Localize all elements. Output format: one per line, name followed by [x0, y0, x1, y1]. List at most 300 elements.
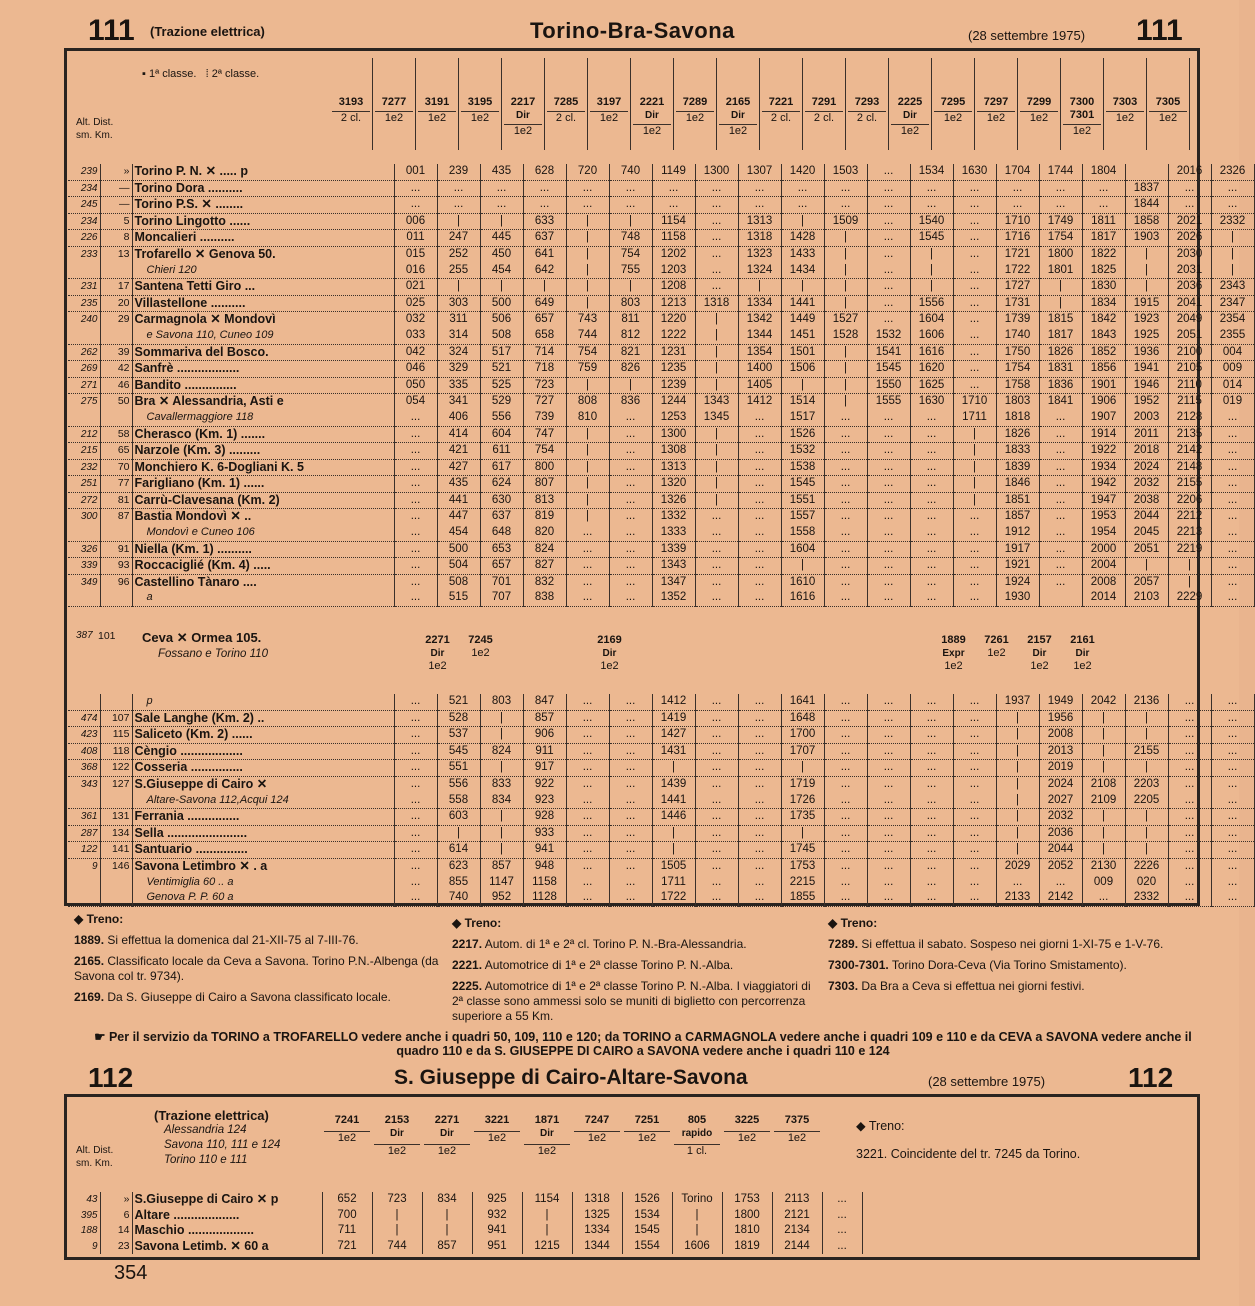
time-cell: ... — [566, 710, 609, 727]
time-cell: | — [910, 279, 953, 296]
train-header — [722, 1108, 772, 1145]
time-cell: ... — [953, 328, 996, 344]
time-cell: | — [824, 344, 867, 361]
note-key: 2225. — [452, 979, 483, 993]
time-cell: 528 — [437, 710, 480, 727]
distance: 8 — [100, 230, 132, 247]
time-cell: 2051 — [1125, 541, 1168, 558]
time-cell: ... — [910, 410, 953, 426]
time-cell: ... — [566, 525, 609, 541]
time-cell: 1924 — [996, 574, 1039, 590]
time-cell: 1318 — [695, 295, 738, 312]
table-row — [68, 361, 1254, 378]
time-cell: 611 — [480, 443, 523, 460]
time-cell: 1343 — [652, 558, 695, 575]
time-cell: 341 — [437, 394, 480, 410]
time-cell: 1300 — [652, 426, 695, 443]
train-header — [975, 58, 1018, 150]
time-cell: ... — [394, 875, 437, 891]
time-cell: ... — [953, 541, 996, 558]
time-cell: 807 — [523, 476, 566, 493]
table-row — [68, 858, 1254, 874]
time-cell: 1526 — [622, 1192, 672, 1208]
time-cell: ... — [695, 541, 738, 558]
time-cell: | — [953, 443, 996, 460]
time-cell: | — [566, 426, 609, 443]
time-cell: ... — [910, 875, 953, 891]
time-cell: 1215 — [522, 1239, 572, 1255]
time-cell: | — [480, 279, 523, 296]
table-row — [68, 377, 1254, 394]
altitude — [68, 328, 100, 344]
time-cell: ... — [824, 875, 867, 891]
note-text: Automotrice di 1ª e 2ª classe Torino P. N.-Alba. I viaggiatori di 2ª classe sono ammessi solo se muniti di biglietto con percorrenza superiore a 55 Km. — [452, 979, 811, 1023]
time-cell: ... — [1211, 459, 1254, 476]
time-cell: ... — [695, 180, 738, 197]
time-cell: | — [372, 1223, 422, 1239]
time-cell: ... — [867, 842, 910, 859]
time-cell: 1345 — [695, 410, 738, 426]
time-cell: ... — [910, 793, 953, 809]
time-cell: ... — [1039, 525, 1082, 541]
time-cell: ... — [1211, 890, 1254, 906]
time-cell: ... — [910, 890, 953, 906]
time-cell: 450 — [480, 246, 523, 262]
timetable-112 — [68, 1192, 863, 1254]
time-cell: ... — [953, 213, 996, 230]
distance: 127 — [100, 776, 132, 792]
time-cell: 820 — [523, 525, 566, 541]
time-cell: ... — [1211, 492, 1254, 509]
time-cell: ... — [1168, 842, 1211, 859]
time-cell: ... — [738, 476, 781, 493]
time-cell: ... — [480, 180, 523, 197]
date: (28 settembre 1975) — [968, 28, 1086, 43]
note-text: Classificato locale da Ceva a Savona. Torino P.N.-Albenga (da Savona col tr. 9734). — [74, 954, 439, 983]
altitude: 232 — [68, 459, 100, 476]
time-cell: | — [609, 279, 652, 296]
time-cell: 311 — [437, 312, 480, 328]
time-cell: 614 — [437, 842, 480, 859]
time-cell: 506 — [480, 312, 523, 328]
time-cell: ... — [566, 558, 609, 575]
train-number: 2217 — [510, 96, 536, 108]
time-cell: 1922 — [1082, 443, 1125, 460]
time-cell: 2052 — [1039, 858, 1082, 874]
distance — [100, 590, 132, 606]
time-cell: ... — [953, 525, 996, 541]
time-cell: ... — [953, 875, 996, 891]
time-cell: 911 — [523, 743, 566, 760]
station-name: Bastia Mondovì ✕ .. — [132, 509, 394, 525]
time-cell: 2011 — [1125, 426, 1168, 443]
time-cell: ... — [609, 743, 652, 760]
time-cell: | — [480, 727, 523, 744]
time-cell: 1700 — [781, 727, 824, 744]
time-cell: 1855 — [781, 890, 824, 906]
time-cell: ... — [738, 809, 781, 826]
time-cell: 720 — [566, 164, 609, 180]
time-cell: 1527 — [824, 312, 867, 328]
time-cell: ... — [1168, 793, 1211, 809]
time-cell: | — [1211, 230, 1254, 247]
time-cell: ... — [953, 776, 996, 792]
time-cell: 836 — [609, 394, 652, 410]
time-cell: ... — [824, 426, 867, 443]
train-number: 2271 — [425, 634, 450, 646]
time-cell: | — [996, 793, 1039, 809]
altitude — [68, 263, 100, 279]
station-name: Narzole (Km. 3) ......... — [132, 443, 394, 460]
time-cell: ... — [1211, 180, 1254, 197]
time-cell: | — [695, 426, 738, 443]
altitude: 9 — [68, 858, 100, 874]
time-cell: 1843 — [1082, 328, 1125, 344]
train-category: Dir — [602, 648, 617, 659]
time-cell: 743 — [566, 312, 609, 328]
time-cell: ... — [566, 694, 609, 710]
time-cell: 1942 — [1082, 476, 1125, 493]
altitude: 343 — [68, 776, 100, 792]
table-row — [68, 443, 1254, 460]
time-cell: 324 — [437, 344, 480, 361]
time-cell: 1503 — [824, 164, 867, 180]
time-cell: 1158 — [523, 875, 566, 891]
station-name: Castellino Tànaro .... — [132, 574, 394, 590]
time-cell: 834 — [480, 793, 523, 809]
time-cell: | — [566, 230, 609, 247]
time-cell: 759 — [566, 361, 609, 378]
table-row — [68, 825, 1254, 842]
note-text: Automotrice di 1ª e 2ª classe Torino P. N.-Alba. — [482, 958, 734, 972]
table-row — [68, 1223, 862, 1239]
time-cell: 1308 — [652, 443, 695, 460]
time-cell: ... — [867, 492, 910, 509]
distance: 118 — [100, 743, 132, 760]
distance: 146 — [100, 858, 132, 874]
note-item — [828, 916, 1194, 931]
altitude: 269 — [68, 361, 100, 378]
time-cell: ... — [867, 825, 910, 842]
time-cell: ... — [1168, 858, 1211, 874]
table-row — [68, 492, 1254, 509]
time-cell: 1300 — [695, 164, 738, 180]
time-cell: ... — [1168, 743, 1211, 760]
time-cell: ... — [1211, 793, 1254, 809]
time-cell: 641 — [523, 246, 566, 262]
time-cell: 521 — [437, 694, 480, 710]
train-header — [803, 58, 846, 150]
time-cell: ... — [867, 197, 910, 214]
time-cell: 2103 — [1125, 590, 1168, 606]
station-name: Ventimiglia 60 .. a — [132, 875, 394, 891]
time-cell: 1616 — [910, 344, 953, 361]
time-cell: 1307 — [738, 164, 781, 180]
altitude: 231 — [68, 279, 100, 296]
time-cell: 441 — [437, 492, 480, 509]
distance: 46 — [100, 377, 132, 394]
distance — [100, 410, 132, 426]
time-cell: 1925 — [1125, 328, 1168, 344]
train-header — [1104, 58, 1147, 150]
time-cell: ... — [867, 525, 910, 541]
note-key: 2165. — [74, 954, 105, 968]
time-cell: ... — [867, 509, 910, 525]
table-row — [68, 590, 1254, 606]
table-row — [68, 279, 1254, 296]
time-cell: ... — [824, 541, 867, 558]
time-cell: 508 — [480, 328, 523, 344]
time-cell: 739 — [523, 410, 566, 426]
timetable-111 — [68, 164, 1255, 607]
train-category: Dir — [540, 1128, 554, 1139]
time-cell: ... — [824, 727, 867, 744]
altitude: 9 — [68, 1239, 100, 1255]
time-cell: 1858 — [1125, 213, 1168, 230]
time-cell: 255 — [437, 263, 480, 279]
train-class: 1e2 — [600, 660, 619, 672]
time-cell: 1722 — [996, 263, 1039, 279]
time-cell: 1826 — [1039, 344, 1082, 361]
station-name: Carmagnola ✕ Mondovì — [132, 312, 394, 328]
altitude: 235 — [68, 295, 100, 312]
time-cell: 414 — [437, 426, 480, 443]
time-cell: ... — [609, 590, 652, 606]
time-cell: 1534 — [910, 164, 953, 180]
time-cell: ... — [609, 476, 652, 493]
train-number: 7251 — [634, 1114, 660, 1126]
time-cell: 2206 — [1168, 492, 1211, 509]
train-class: 1e2 — [428, 660, 447, 672]
time-cell: 637 — [523, 230, 566, 247]
time-cell: 1545 — [622, 1223, 672, 1239]
altitude: 240 — [68, 312, 100, 328]
time-cell: ... — [1039, 509, 1082, 525]
distance: 70 — [100, 459, 132, 476]
time-cell: | — [1125, 842, 1168, 859]
time-cell: ... — [822, 1192, 862, 1208]
time-cell: 2205 — [1125, 793, 1168, 809]
alt-dist-header: Alt. Dist. sm. Km. — [76, 117, 114, 141]
train-header — [459, 58, 502, 150]
altitude: 188 — [68, 1223, 100, 1239]
note-key: 2221. — [452, 958, 483, 972]
time-cell: 637 — [480, 509, 523, 525]
time-cell: ... — [910, 459, 953, 476]
time-cell: ... — [996, 180, 1039, 197]
time-cell: 808 — [566, 394, 609, 410]
station-name: e Savona 110, Cuneo 109 — [132, 328, 394, 344]
time-cell: 1834 — [1082, 295, 1125, 312]
time-cell: 1800 — [1039, 246, 1082, 262]
time-cell: 1551 — [781, 492, 824, 509]
time-cell: 2003 — [1125, 410, 1168, 426]
table-row — [68, 1208, 862, 1224]
train-category: Dir — [1075, 648, 1090, 659]
time-cell: 1235 — [652, 361, 695, 378]
time-cell: | — [480, 825, 523, 842]
station-ceva: Ceva ✕ Ormea 105. — [142, 630, 262, 645]
train-number: 7305 — [1155, 96, 1181, 108]
time-cell: 1428 — [781, 230, 824, 247]
time-cell: 1558 — [781, 525, 824, 541]
time-cell: ... — [609, 776, 652, 792]
distance — [100, 875, 132, 891]
time-cell: | — [695, 344, 738, 361]
altitude — [68, 590, 100, 606]
altitude: 215 — [68, 443, 100, 460]
time-cell: 2049 — [1168, 312, 1211, 328]
time-cell: 1831 — [1039, 361, 1082, 378]
time-cell: 1534 — [622, 1208, 672, 1224]
station-name: Roccaciglié (Km. 4) ..... — [132, 558, 394, 575]
time-cell: 1420 — [781, 164, 824, 180]
altitude — [68, 890, 100, 906]
time-cell: ... — [867, 443, 910, 460]
time-cell: 1825 — [1082, 263, 1125, 279]
note-text: Si effettua la domenica dal 21-XII-75 al 7-III-76. — [104, 933, 359, 947]
time-cell: 1726 — [781, 793, 824, 809]
time-cell: 1810 — [722, 1223, 772, 1239]
time-cell: ... — [394, 443, 437, 460]
time-cell: 1244 — [652, 394, 695, 410]
time-cell: | — [996, 743, 1039, 760]
time-cell: 1606 — [672, 1239, 722, 1255]
time-cell: 1915 — [1125, 295, 1168, 312]
note-item — [74, 912, 440, 927]
time-cell: 744 — [566, 328, 609, 344]
time-cell: 1641 — [781, 694, 824, 710]
time-cell: 1719 — [781, 776, 824, 792]
time-cell: 744 — [372, 1239, 422, 1255]
time-cell: 1758 — [996, 377, 1039, 394]
time-cell: ... — [609, 492, 652, 509]
time-cell: 2142 — [1039, 890, 1082, 906]
time-cell: 2018 — [1125, 443, 1168, 460]
time-cell: ... — [1039, 574, 1082, 590]
time-cell: 2134 — [772, 1223, 822, 1239]
time-cell: 941 — [472, 1223, 522, 1239]
time-cell: ... — [609, 890, 652, 906]
time-cell: 1803 — [996, 394, 1039, 410]
train-class: 1e2 — [424, 1144, 470, 1158]
time-cell: 1555 — [867, 394, 910, 410]
time-cell: | — [695, 361, 738, 378]
train-number: 2221 — [639, 96, 665, 108]
station-name: p — [132, 694, 394, 710]
time-cell: 014 — [1211, 377, 1254, 394]
distance: 5 — [100, 213, 132, 230]
time-cell: ... — [738, 443, 781, 460]
time-cell: ... — [824, 558, 867, 575]
time-cell: ... — [1211, 743, 1254, 760]
time-cell: 922 — [523, 776, 566, 792]
time-cell: ... — [695, 279, 738, 296]
train-category: Dir — [731, 110, 745, 121]
time-cell: | — [695, 459, 738, 476]
time-cell: 1930 — [996, 590, 1039, 606]
time-cell: 1753 — [722, 1192, 772, 1208]
time-cell: 755 — [609, 263, 652, 279]
note-key: 7289. — [828, 937, 859, 951]
time-cell: 2155 — [1125, 743, 1168, 760]
time-cell: 2113 — [772, 1192, 822, 1208]
table-row — [68, 509, 1254, 525]
time-cell: 1405 — [738, 377, 781, 394]
train-number: 7295 — [940, 96, 966, 108]
time-cell: | — [1125, 710, 1168, 727]
time-cell: 1917 — [996, 541, 1039, 558]
ceva-station-block: 387 101 Ceva ✕ Ormea 105. Fossano e Torino 110 — [76, 630, 268, 660]
time-cell: ... — [1168, 710, 1211, 727]
time-cell: ... — [953, 295, 996, 312]
train-number: 3193 — [338, 96, 364, 108]
time-cell: 2024 — [1125, 459, 1168, 476]
time-cell: 1604 — [781, 541, 824, 558]
station-name: Cavallermaggiore 118 — [132, 410, 394, 426]
time-cell: | — [480, 809, 523, 826]
time-cell: | — [781, 377, 824, 394]
time-cell: 2051 — [1168, 328, 1211, 344]
time-cell: 1505 — [652, 858, 695, 874]
time-cell: ... — [1211, 558, 1254, 575]
time-cell: 2226 — [1125, 858, 1168, 874]
time-cell: ... — [953, 377, 996, 394]
time-cell: ... — [953, 710, 996, 727]
time-cell: ... — [824, 410, 867, 426]
time-cell: ... — [394, 710, 437, 727]
train-class: 1e2 — [719, 124, 757, 138]
time-cell: 1334 — [572, 1223, 622, 1239]
time-cell: 435 — [480, 164, 523, 180]
ceva-train-header — [416, 618, 459, 673]
time-cell: 1213 — [652, 295, 695, 312]
time-cell: 834 — [422, 1192, 472, 1208]
altitude: 326 — [68, 541, 100, 558]
time-cell: 2057 — [1125, 574, 1168, 590]
train-number: 3191 — [424, 96, 450, 108]
altitude: 245 — [68, 197, 100, 214]
time-cell: ... — [695, 509, 738, 525]
time-cell: ... — [824, 793, 867, 809]
time-cell: ... — [394, 760, 437, 777]
time-cell: ... — [867, 743, 910, 760]
time-cell: 2038 — [1125, 492, 1168, 509]
time-cell: 1431 — [652, 743, 695, 760]
table-row — [68, 213, 1254, 230]
time-cell: 2213 — [1168, 525, 1211, 541]
page: 111 (Trazione elettrica) Torino-Bra-Savona (28 settembre 1975) 111 ▪ 1ª classe. ⁞ 2ª classe. 3193 2 cl. 7277 1e2 3191 1e2 3195 1e2 2217 Dir 1e2 7285 2 cl. 3197 1e2 2221 Dir 1e2 7289 1e2 2165 Dir 1e2 7221 2 cl. 7291 2 cl. 7293 2 cl. 2225 Dir 1e2 7295 1e2 7297 1e2 7299 1e2 7300 7301 1e2 7303 1e2 7305 1e2 Alt. Dist. sm. Km. 239 » Torino P. N. ✕ ..... p 001 239 435 628 720 740 1149 1300 1307 1420 1503 ... 1534 1630 1704 1744 1804 2016 2326 234 — Torino Dora .......... ... ... ... ... ... ... ... ... ... ... ... ... ... ... ... ... ... 1837 ... ... 245 — Torino P.S. ✕ ........ ... ... ... ... ... ... ... ... ... ... ... ... ... ... ... ... ... 1844 ... ... 234 5 Torino Lingotto ...... 006 | | 633 | | 1154 ... 1313 | 1509 ... 1540 ... 1710 1749 1811 1858 2021 2332 226 8 Moncalieri .......... 011 247 445 637 | 748 1158 ... 1318 1428 | ... 1545 ... 1716 1754 1817 1903 2026 | 233 13 Trofarello ✕ Genova 50. 015 252 450 641 | 754 1202 ... 1323 1433 | ... | ... 1721 1800 1822 | 2030 | Chieri 120 016 255 454 642 | 755 1203 ... 1324 1434 | ... | ... 1722 1801 1825 | 2031 | 231 17 Santena Tetti Giro ... 021 | | | | | 1208 ... | | | ... | ... 1727 | 1830 | 2036 2343 235 20 Villastellone .......... 025 303 500 649 | 803 1213 1318 1334 1441 | ... 1556 ... 1731 | 1834 1915 2041 2347 240 29 Carmagnola ✕ Mondovì 032 311 506 657 743 811 1220 | 1342 1449 1527 ... 1604 ... 1739 1815 1842 1923 2049 2354 e Savona 110, Cuneo 109 033 314 508 658 744 812 1222 | 1344 1451 1528 1532 1606 ... 1740 1817 1843 1925 2051 2355 262 39 Sommariva del Bosco. 042 324 517 714 754 821 1231 | 1354 1501 | 1541 1616 ... 1750 1826 1852 1936 2100 004 269 42 Sanfrè .................. 046 329 521 718 759 826 1235 | 1400 1506 | 1545 1620 ... 1754 1831 1856 1941 2105 009 271 46 Bandito ............... 050 335 525 723 | | 1239 | 1405 | | 1550 1625 ... 1758 1836 1901 1946 2110 014 275 50 Bra ✕ Alessandria, Asti e 054 341 529 727 808 836 1244 1343 1412 1514 | 1555 1630 1710 1803 1841 1906 1952 2115 019 Cavallermaggiore 118 ... 406 556 739 810 ... 1253 1345 ... 1517 ... ... ... 1711 1818 ... 1907 2003 2128 ... 212 58 Cherasco (Km. 1) ....... ... 414 604 747 | ... 1300 | ... 1526 ... ... ... | 1826 ... 1914 2011 2135 ... 215 65 Narzole (Km. 3) ......... ... 421 611 754 | ... 1308 | ... 1532 ... ... ... | 1833 ... 1922 2018 2142 ... 232 70 Monchiero K. 6-Dogliani K. 5 ... 427 617 800 | ... 1313 | ... 1538 ... ... ... | 1839 ... 1934 2024 2148 ... 251 77 Farigliano (Km. 1) ...... ... 435 624 807 | ... 1320 | ... 1545 ... ... ... | 1846 ... 1942 2032 2155 ... 272 81 Carrù-Clavesana (Km. 2) ... 441 630 813 | ... 1326 | ... 1551 ... ... ... | 1851 ... 1947 2038 2206 ... 300 87 Bastia Mondovì ✕ .. ... 447 637 819 | ... 1332 ... ... 1557 ... ... ... ... 1857 ... 1953 2044 2212 ... Mondovì e Cuneo 106 ... 454 648 820 ... ... 1333 ... ... 1558 ... ... ... ... 1912 ... 1954 2045 2213 ... 326 91 Niella (Km. 1) .......... ... 500 653 824 ... ... 1339 ... ... 1604 ... ... ... ... 1917 ... 2000 2051 2219 ... 339 93 Roccaciglié (Km. 4) ..... ... 504 657 827 ... ... 1343 ... ... | ... ... ... ... 1921 ... 2004 | | ... 349 96 Castellino Tànaro .... ... 508 701 832 ... ... 1347 ... ... 1610 ... ... ... ... 1924 ... 2008 2057 | ... a ... 515 707 838 ... ... 1352 ... ... 1616 ... ... ... ... 1930 2014 2103 2229 ... 387 101 Ceva ✕ Ormea 105. Fossano e Torino 110 2271 Dir 1e2 7245 1e2 2169 Dir 1e2 1889 Expr 1e2 7261 1e2 2157 Dir 1e2 2161 Dir 1e2 p ... 521 803 847 ... ... 1412 ... ... 1641 ... ... ... ... 1937 1949 2042 2136 ... ... 474 107 Sale Langhe (Km. 2) .. ... 528 | 857 ... ... 1419 ... ... 1648 ... ... ... ... | 1956 | | ... ... 423 115 Saliceto (Km. 2) ...... ... 537 | 906 ... ... 1427 ... ... 1700 ... ... ... ... | 2008 | | ... ... 408 118 Cèngio .................. ... 545 824 911 ... ... 1431 ... ... 1707 ... ... ... ... | 2013 | 2155 ... ... 368 122 Cosseria ............... ... 551 | 917 ... ... | ... ... | ... ... ... ... | 2019 | | ... ... 343 127 S.Giuseppe di Cairo ✕ ... 556 833 922 ... ... 1439 ... ... 1719 ... ... ... ... | 2024 2108 2203 ... ... Altare-Savona 112,Acqui 124 ... 558 834 923 ... ... 1441 ... ... 1726 ... ... ... ... | 2027 2109 2205 ... ... 361 131 Ferrania ............... ... 603 | 928 ... ... 1446 ... ... 1735 ... ... ... ... | 2032 | | ... ... 287 134 Sella ....................... ... | | 933 ... ... | ... ... | ... ... ... ... | 2036 | | ... ... 122 141 Santuario ............... ... 614 | 941 ... ... | ... ... 1745 ... ... ... ... | 2044 | | ... ... 9 146 Savona Letimbro ✕ . a ... 623 857 948 ... ... 1505 ... ... 1753 ... ... ... ... 2029 2052 2130 2226 ... ... Ventimiglia 60 .. a ... 855 1147 1158 ... ... 1711 ... ... 2215 ... ... ... ... ... ... 009 020 ... ... Genova P. P. 60 a ... 740 952 1128 ... ... 1722 ... ... 1855 ... ... ... ... 2133 2142 ... 2332 ... ... ◆ Treno: 1889. Si effettua la domenica dal 21-XII-75 al 7-III-76. 2165. Classificato locale da Ceva a Savona. Torino P.N.-Albenga (da Savona col tr. 9734). 2169. Da S. Giuseppe di Cairo a Savona classificato locale. ◆ Treno: 2217. Autom. di 1ª e 2ª cl. Torino P. N.-Bra-Alessandria. 2221. Automotrice di 1ª e 2ª classe Torino P. N.-Alba. 2225. Automotrice di 1ª e 2ª classe Torino P. N.-Alba. I viaggiatori di 2ª classe sono ammessi solo se muniti di biglietto con percorrenza superiore a 55 Km. ◆ Treno: 7289. Si effettua il sabato. Sospeso nei giorni 1-XI-75 e 1-V-76. 7300-7301. Torino Dora-Ceva (Via Torino Smistamento). 7303. Da Bra a Ceva si effettua nei giorni festivi. ☛ Per il servizio da TORINO a TROFARELLO vedere anche i quadri 50, 109, 110 e 120; da TORINO a CARMAGNOLA vedere anche i quadri 109 e 110 e da CEVA a SAVONA vedere anche il quadro 110 e da S. GIUSEPPE DI CAIRO a SAVONA vedere anche i quadri 110 e 124 112 S. Giuseppe di Cairo-Altare-Savona (28 settembre 1975) 112 (Trazione elettrica) Alessandria 124 Savona 110, 111 e 124 Torino 110 e 111 Alt. Dist. sm. Km. 7241 1e2 2153 Dir 1e2 2271 Dir 1e2 3221 1e2 1871 Dir 1e2 7247 1e2 7251 1e2 805 rapido 1 cl. 3225 1e2 7375 1e2 43 » S.Giuseppe di Cairo ✕ p 652 723 834 925 1154 1318 1526 Torino 1753 2113 ... 395 6 Altare ................... 700 | | 932 | 1325 1534 | 1800 2121 ... 188 14 Maschio ................... 711 | | 941 | 1334 1545 | 1810 2134 ... 9 23 Savona Letimb. ✕ 60 a 721 744 857 951 1215 1344 1554 1606 1819 2144 ... ◆ Treno: 3221. Coincidente del tr. 7245 da Torino. 354 — [0, 0, 1239, 1306]
time-cell: 1750 — [996, 344, 1039, 361]
time-cell: 2355 — [1211, 328, 1254, 344]
time-cell: 906 — [523, 727, 566, 744]
station-name: Monchiero K. 6-Dogliani K. 5 — [132, 459, 394, 476]
time-cell: 032 — [394, 312, 437, 328]
time-cell: 1326 — [652, 492, 695, 509]
time-cell: 2109 — [1082, 793, 1125, 809]
altitude: 212 — [68, 426, 100, 443]
time-cell: 2032 — [1039, 809, 1082, 826]
time-cell: 701 — [480, 574, 523, 590]
station-name: S.Giuseppe di Cairo ✕ — [132, 776, 394, 792]
time-cell: | — [1211, 263, 1254, 279]
time-cell: | — [824, 279, 867, 296]
time-cell: 628 — [523, 164, 566, 180]
time-cell: ... — [910, 710, 953, 727]
table-112-info: (Trazione elettrica) Alessandria 124 Savona 110, 111 e 124 Torino 110 e 111 — [154, 1108, 281, 1166]
station-name: Sella ....................... — [132, 825, 394, 842]
distance: 91 — [100, 541, 132, 558]
